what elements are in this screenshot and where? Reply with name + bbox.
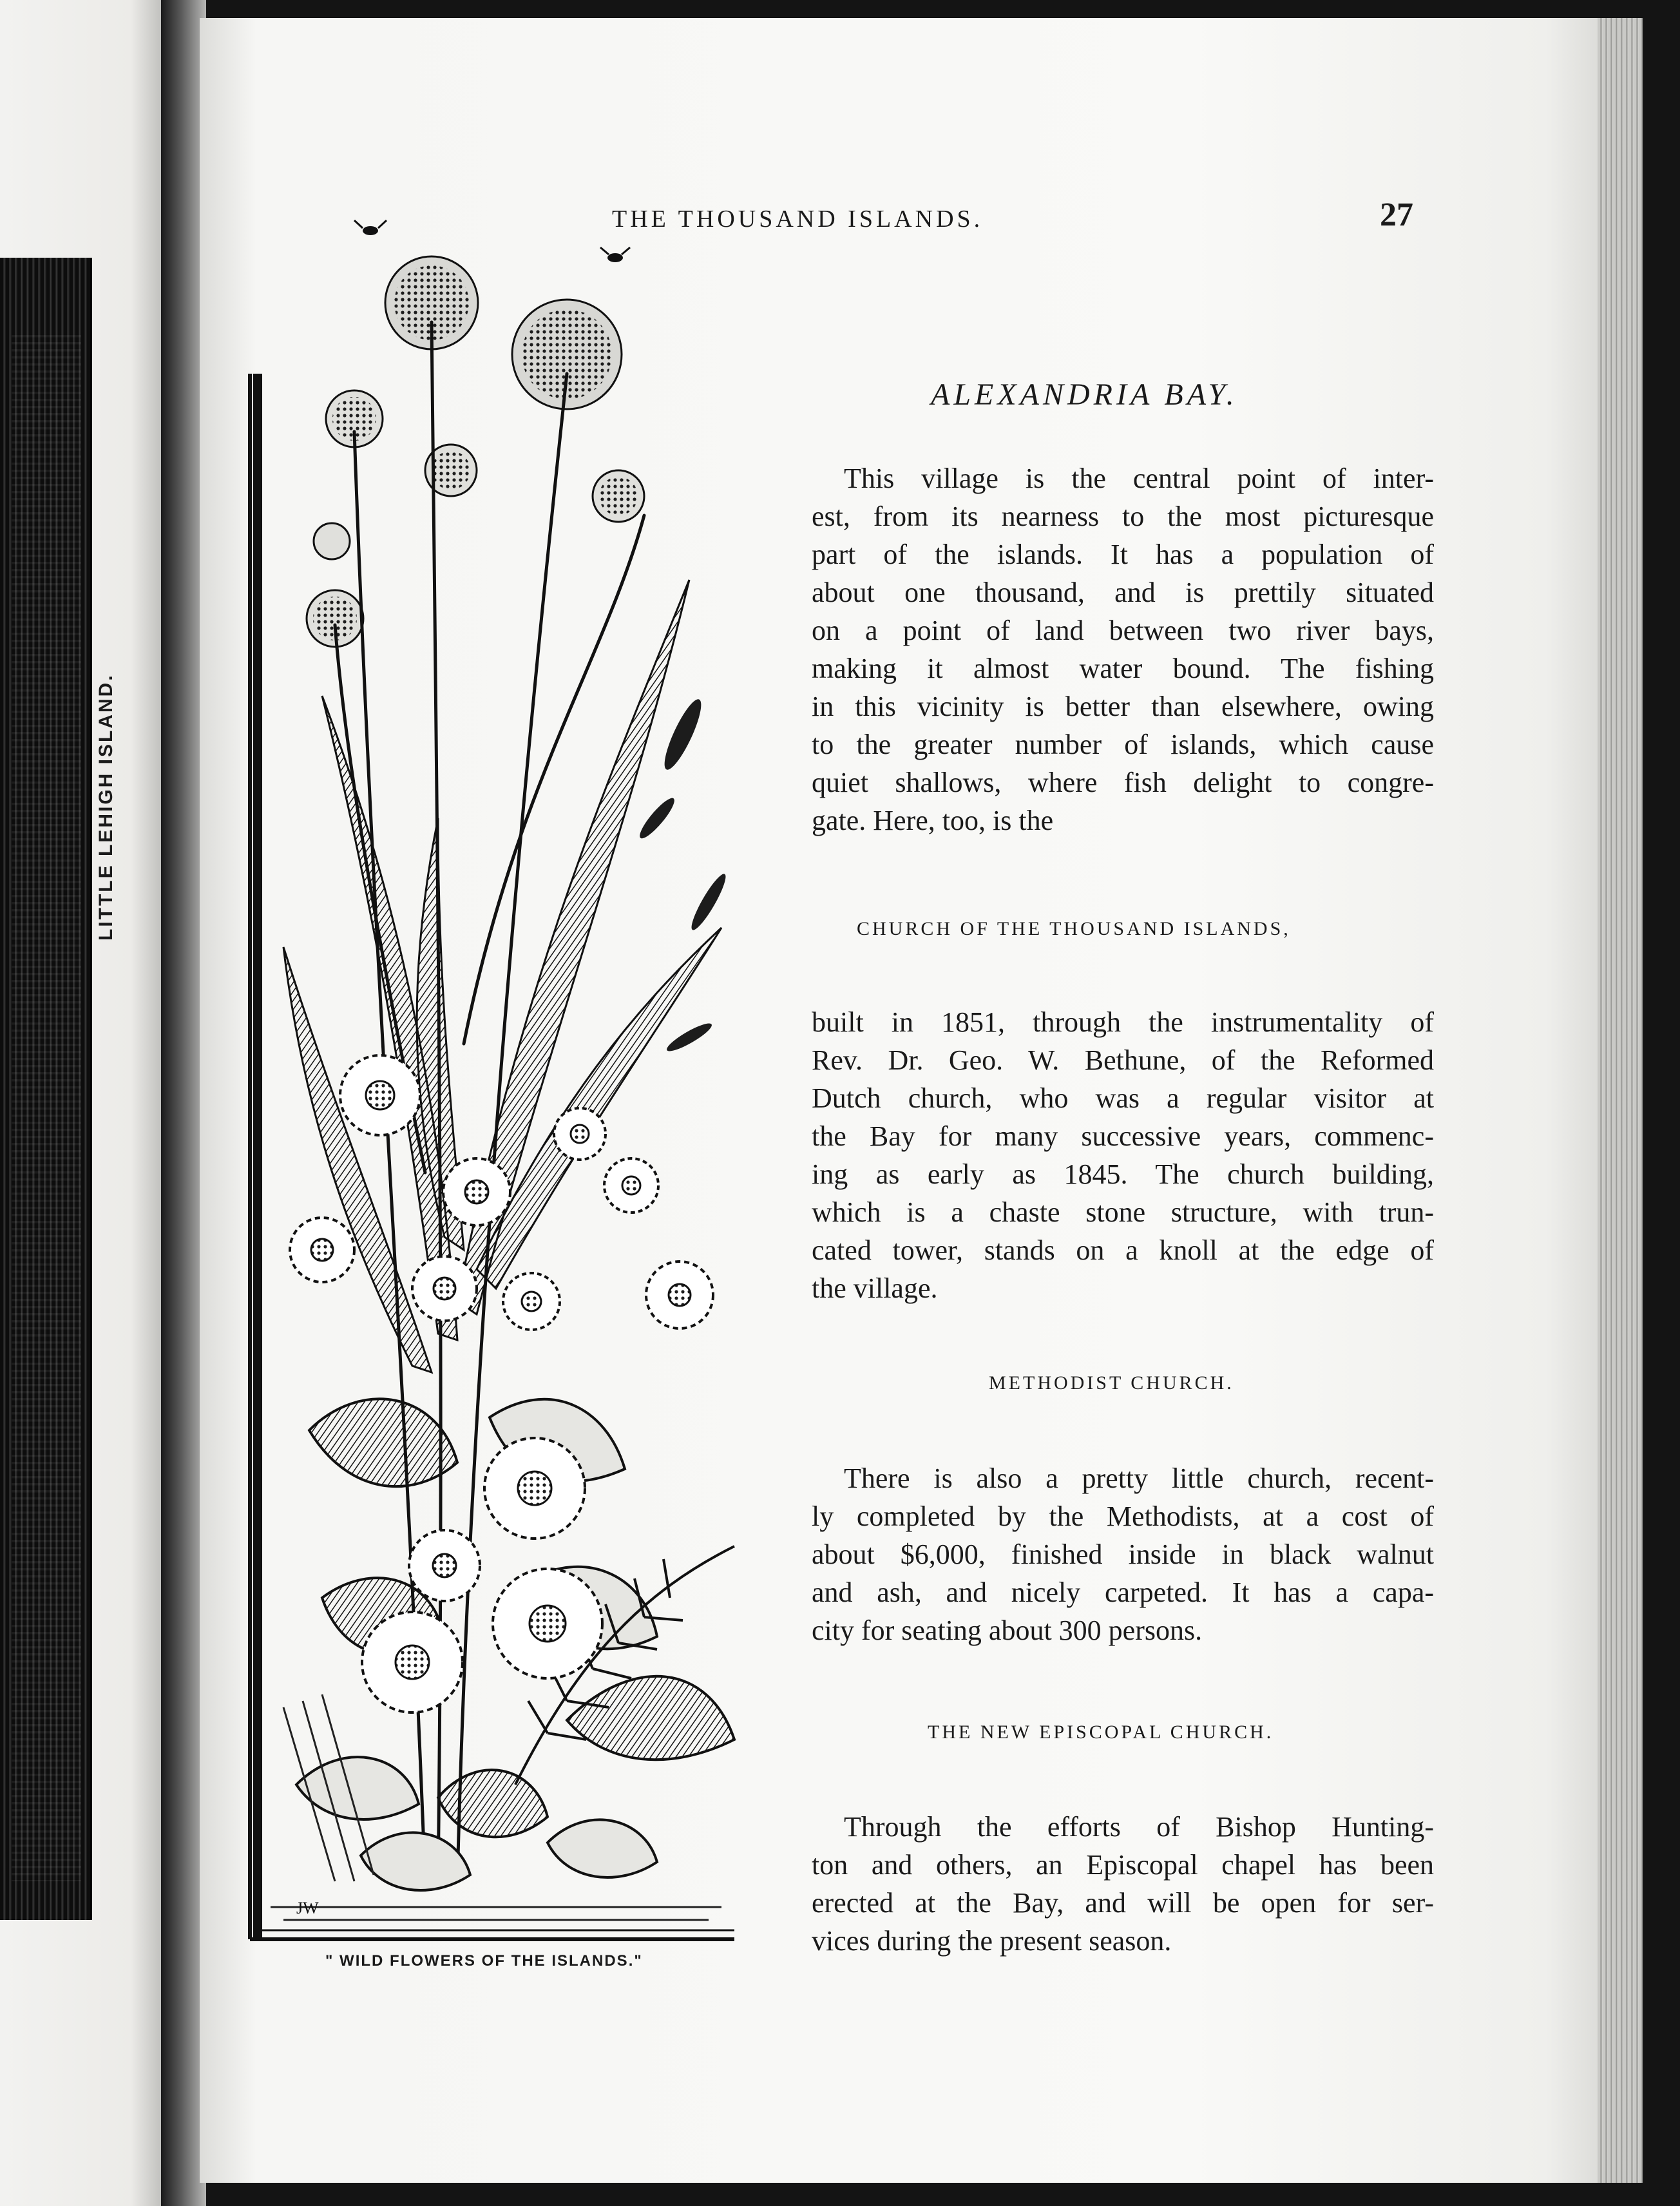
text-line: Through the efforts of Bishop Hunting- bbox=[844, 1811, 1434, 1843]
text-line: Dutch church, who was a regular visitor at bbox=[812, 1082, 1434, 1114]
text-line: ing as early as 1845. The church building, bbox=[812, 1158, 1434, 1190]
paragraph-village bbox=[812, 459, 1434, 839]
text-line: on a point of land between two river bays, bbox=[812, 615, 1434, 646]
text-line: quiet shallows, where fish delight to congre- bbox=[812, 767, 1434, 798]
text-line: to the greater number of islands, which cause bbox=[812, 729, 1434, 760]
text-line: There is also a pretty little church, recent- bbox=[844, 1463, 1434, 1494]
text-line: about one thousand, and is prettily situated bbox=[812, 577, 1434, 608]
text-line: about $6,000, finished inside in black walnut bbox=[812, 1539, 1434, 1570]
text-line: gate. Here, too, is the bbox=[812, 805, 1054, 836]
page-edges bbox=[1598, 18, 1643, 2183]
wildflower-illustration bbox=[245, 206, 754, 1952]
text-line: This village is the central point of inter- bbox=[844, 463, 1434, 494]
text-line: Rev. Dr. Geo. W. Bethune, of the Reformed bbox=[812, 1044, 1434, 1076]
text-line: ly completed by the Methodists, at a cost of bbox=[812, 1501, 1434, 1532]
text-line: vices during the present season. bbox=[812, 1925, 1172, 1957]
text-line: part of the islands. It has a population of bbox=[812, 539, 1434, 570]
text-line: est, from its nearness to the most picturesque bbox=[812, 501, 1434, 532]
page-number: 27 bbox=[1380, 197, 1413, 233]
section-title: ALEXANDRIA BAY. bbox=[931, 378, 1238, 412]
paragraph-church bbox=[812, 1003, 1434, 1307]
left-page bbox=[0, 0, 187, 2206]
figure-caption: " WILD FLOWERS OF THE ISLANDS." bbox=[325, 1952, 643, 1970]
paragraph-episcopal bbox=[812, 1808, 1434, 1960]
heading-methodist-church: METHODIST CHURCH. bbox=[989, 1372, 1234, 1394]
heading-church-thousand-islands: CHURCH OF THE THOUSAND ISLANDS, bbox=[857, 918, 1291, 939]
paragraph-methodist bbox=[812, 1459, 1434, 1649]
text-line: which is a chaste stone structure, with trun- bbox=[812, 1196, 1434, 1228]
engraving-plate bbox=[0, 258, 92, 1920]
text-line: in this vicinity is better than elsewhere, owing bbox=[812, 691, 1434, 722]
engraver-signature: JW bbox=[296, 1899, 319, 1917]
text-line: the village. bbox=[812, 1272, 938, 1304]
goldenrod-sprays bbox=[307, 256, 644, 647]
text-line: cated tower, stands on a knoll at the edge of bbox=[812, 1234, 1434, 1266]
text-line: city for seating about 300 persons. bbox=[812, 1615, 1203, 1646]
insect-icons bbox=[354, 220, 630, 262]
text-line: making it almost water bound. The fishing bbox=[812, 653, 1434, 684]
text-line: the Bay for many successive years, commenc- bbox=[812, 1120, 1434, 1152]
heading-episcopal-church: THE NEW EPISCOPAL CHURCH. bbox=[928, 1722, 1274, 1743]
running-head: THE THOUSAND ISLANDS. bbox=[612, 206, 984, 233]
text-line: erected at the Bay, and will be open for ser- bbox=[812, 1887, 1434, 1919]
text-line: built in 1851, through the instrumentality of bbox=[812, 1006, 1434, 1038]
text-line: and ash, and nicely carpeted. It has a capa- bbox=[812, 1577, 1434, 1608]
plate-caption: LITTLE LEHIGH ISLAND. bbox=[95, 673, 117, 941]
text-line: ton and others, an Episcopal chapel has been bbox=[812, 1849, 1434, 1881]
